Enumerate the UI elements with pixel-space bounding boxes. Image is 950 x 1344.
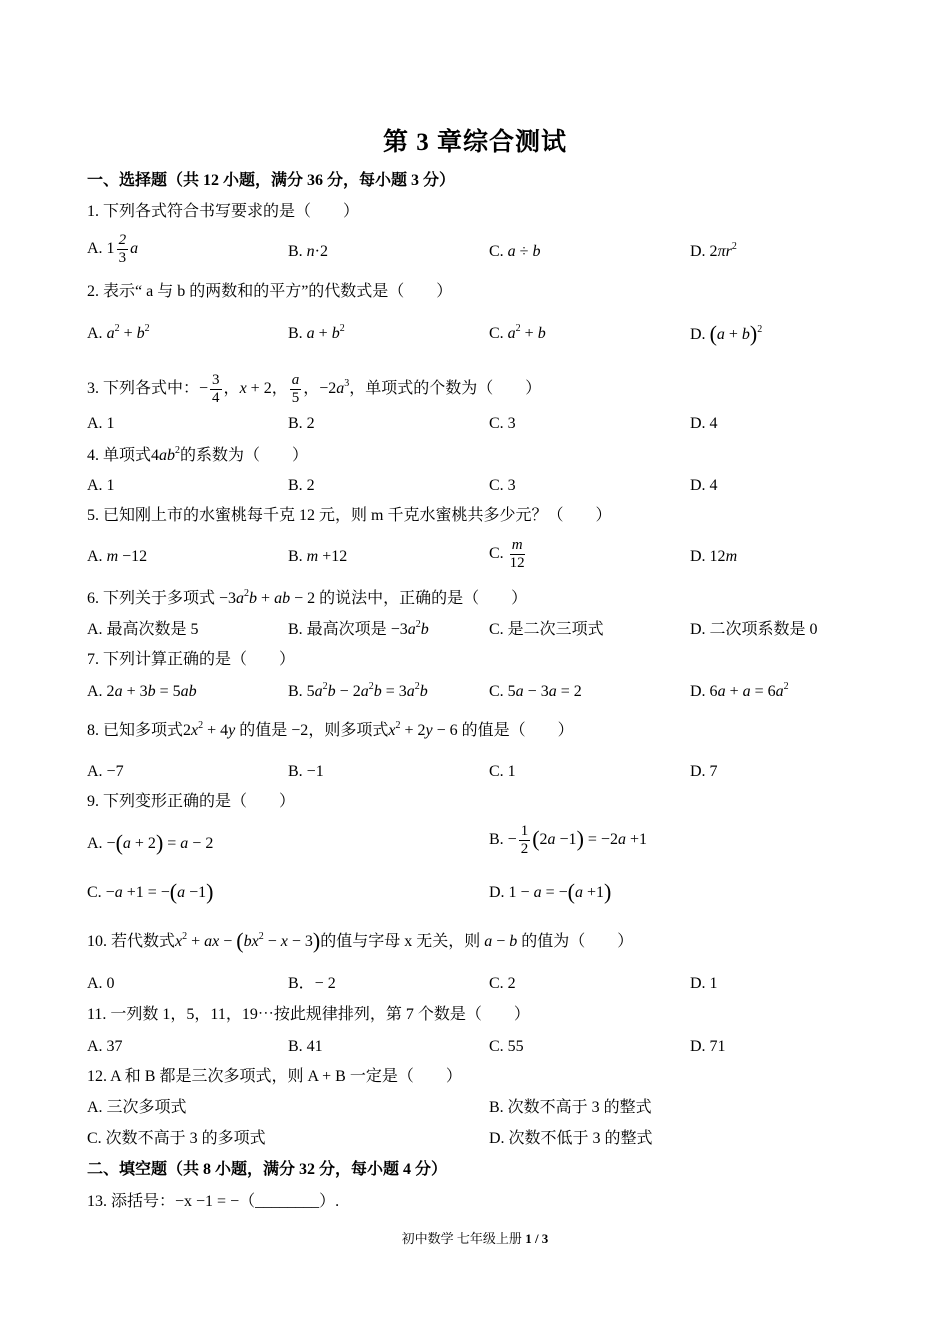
q2-option-a: A. $a^2 + b^2$ — [87, 323, 150, 342]
q6-option-d: D. 二次项系数是 0 — [690, 621, 818, 638]
q5-option-b: B. m +12 — [288, 548, 348, 565]
q1-option-a: A. 1 $\frac{2}{3}$ a — [87, 232, 139, 266]
q6-option-a: A. 最高次数是 5 — [87, 621, 199, 638]
q4-option-d: D. 4 — [690, 477, 718, 494]
q8-mid: 的值是 — [239, 722, 288, 739]
q7-option-d: D. $6a + a = 6a^2$ — [690, 681, 789, 700]
q11-option-d: D. 71 — [690, 1038, 726, 1055]
question-1: 1. 下列各式符合书写要求的是（ ） — [87, 203, 360, 220]
q9-option-a: A. −(a + 2) = a − 2 — [87, 830, 214, 855]
question-12: 12. A 和 B 都是三次多项式，则 A + B 一定是（ ） — [87, 1068, 462, 1085]
q8-suffix: 的值是（ ） — [461, 722, 574, 739]
q11-option-c: C. 55 — [489, 1038, 524, 1055]
q12-option-c: C. 次数不高于 3 的多项式 — [87, 1130, 266, 1147]
question-4: 4. 单项式$4ab^2$的系数为（ ） — [87, 445, 309, 464]
footer-course: 初中数学 七年级上册 — [401, 1231, 522, 1246]
q8-option-b: B. −1 — [288, 763, 324, 780]
q2-option-b: B. $a + b^2$ — [288, 323, 345, 342]
q4-suffix: 的系数为（ ） — [180, 447, 309, 464]
q6-option-c: C. 是二次三项式 — [489, 621, 604, 638]
q3-option-a: A. 1 — [87, 415, 115, 432]
q9-option-c: C. −a +1 = −(a −1) — [87, 879, 214, 904]
question-13: 13. 添括号：−x −1 = −（________）. — [87, 1193, 340, 1210]
q11-option-b: B. 41 — [288, 1038, 323, 1055]
question-2: 2. 表示“ a 与 b 的两数和的平方”的代数式是（ ） — [87, 283, 453, 300]
q3-option-d: D. 4 — [690, 415, 718, 432]
q3-prefix: 3. 下列各式中： — [87, 380, 200, 398]
q4-option-b: B. 2 — [288, 477, 315, 494]
q12-option-a: A. 三次多项式 — [87, 1099, 187, 1116]
q10-prefix: 10. 若代数式 — [87, 933, 176, 950]
q8-option-d: D. 7 — [690, 763, 718, 780]
q7-option-a: A. 2a + 3b = 5ab — [87, 683, 197, 700]
question-7: 7. 下列计算正确的是（ ） — [87, 651, 296, 668]
page-footer — [0, 1228, 950, 1247]
q10-option-d: D. 1 — [690, 975, 718, 992]
page-title: 第 3 章综合测试 — [382, 129, 567, 156]
q11-option-a: A. 37 — [87, 1038, 123, 1055]
q4-option-a: A. 1 — [87, 477, 115, 494]
q10-option-b: B．− 2 — [288, 975, 336, 992]
q9-option-b: B. − $\frac{1}{2}$ (2a −1) = −2a +1 — [489, 823, 647, 857]
q10-option-a: A. 0 — [87, 975, 115, 992]
q8-option-c: C. 1 — [489, 763, 516, 780]
q6-prefix: 6. 下列关于多项式 — [87, 590, 216, 607]
q3-option-c: C. 3 — [489, 415, 516, 432]
q8-option-a: A. −7 — [87, 763, 124, 780]
q4-prefix: 4. 单项式 — [87, 447, 152, 464]
q1-option-b: B. n·2 — [288, 243, 328, 260]
q3-option-b: B. 2 — [288, 415, 315, 432]
q2-option-c: C. $a^2 + b$ — [489, 323, 546, 342]
question-3: 3. 下列各式中：− $\frac{3}{4}$ ，x + 2， $\frac{a}{5}$ ，$-2a^3$，单项式的个数为（ ） — [87, 372, 542, 406]
q5-option-a: A. m −12 — [87, 548, 148, 565]
q1-option-d: D. $2\pi r^2$ — [690, 241, 737, 260]
q1-option-c: C. a ÷ b — [489, 243, 541, 260]
q10-mid: 的值与字母 x 无关，则 — [320, 933, 481, 950]
q2-option-d: D. $(a + b)^2$ — [690, 321, 763, 346]
q4-option-c: C. 3 — [489, 477, 516, 494]
section-fill-heading: 二、填空题（共 8 小题，满分 32 分，每小题 4 分） — [87, 1161, 448, 1178]
page-number: 1 / 3 — [525, 1231, 549, 1246]
question-9: 9. 下列变形正确的是（ ） — [87, 793, 296, 810]
q12-option-d: D. 次数不低于 3 的整式 — [489, 1130, 653, 1147]
q7-option-c: C. 5a − 3a = 2 — [489, 683, 582, 700]
q7-option-b: B. $5a^2b - 2a^2b = 3a^2b$ — [288, 681, 428, 700]
question-11: 11. 一列数 1，5，11，19⋯按此规律排列，第 7 个数是（ ） — [87, 1006, 530, 1023]
question-6: 6. 下列关于多项式 $-3a^2b$ + ab − 2 的说法中，正确的是（ ） — [87, 588, 528, 607]
q8-mid2: ，则多项式 — [308, 722, 389, 739]
q10-option-c: C. 2 — [489, 975, 516, 992]
q3-suffix: ，单项式的个数为（ ） — [349, 380, 542, 398]
q5-option-d: D. 12m — [690, 548, 738, 565]
question-10: 10. 若代数式$x^2$ + ax − $(bx^2 - x - 3)$的值与字母 x 无关，则 a − b 的值为（ ） — [87, 928, 634, 953]
section-choice-heading: 一、选择题（共 12 小题，满分 36 分，每小题 3 分） — [87, 172, 456, 189]
q6-option-b-label: B. 最高次项是 — [288, 621, 387, 638]
q8-prefix: 8. 已知多项式 — [87, 722, 184, 739]
question-5: 5. 已知刚上市的水蜜桃每千克 12 元，则 m 千克水蜜桃共多少元？（ ） — [87, 507, 612, 524]
q5-option-c: C. $\frac{m}{12}$ — [489, 537, 525, 571]
question-8: 8. 已知多项式$2x^2 + 4y$ 的值是 −2，则多项式$x^2 + 2y - 6$ 的值是（ ） — [87, 720, 574, 739]
q12-option-b: B. 次数不高于 3 的整式 — [489, 1099, 652, 1116]
q10-suffix: 的值为（ ） — [521, 933, 634, 950]
q9-option-d: D. 1 − a = −(a +1) — [489, 879, 612, 904]
q6-option-b: B. 最高次项是 $-3a^2b$ — [288, 619, 429, 638]
q6-suffix: 的说法中，正确的是（ ） — [319, 590, 528, 607]
